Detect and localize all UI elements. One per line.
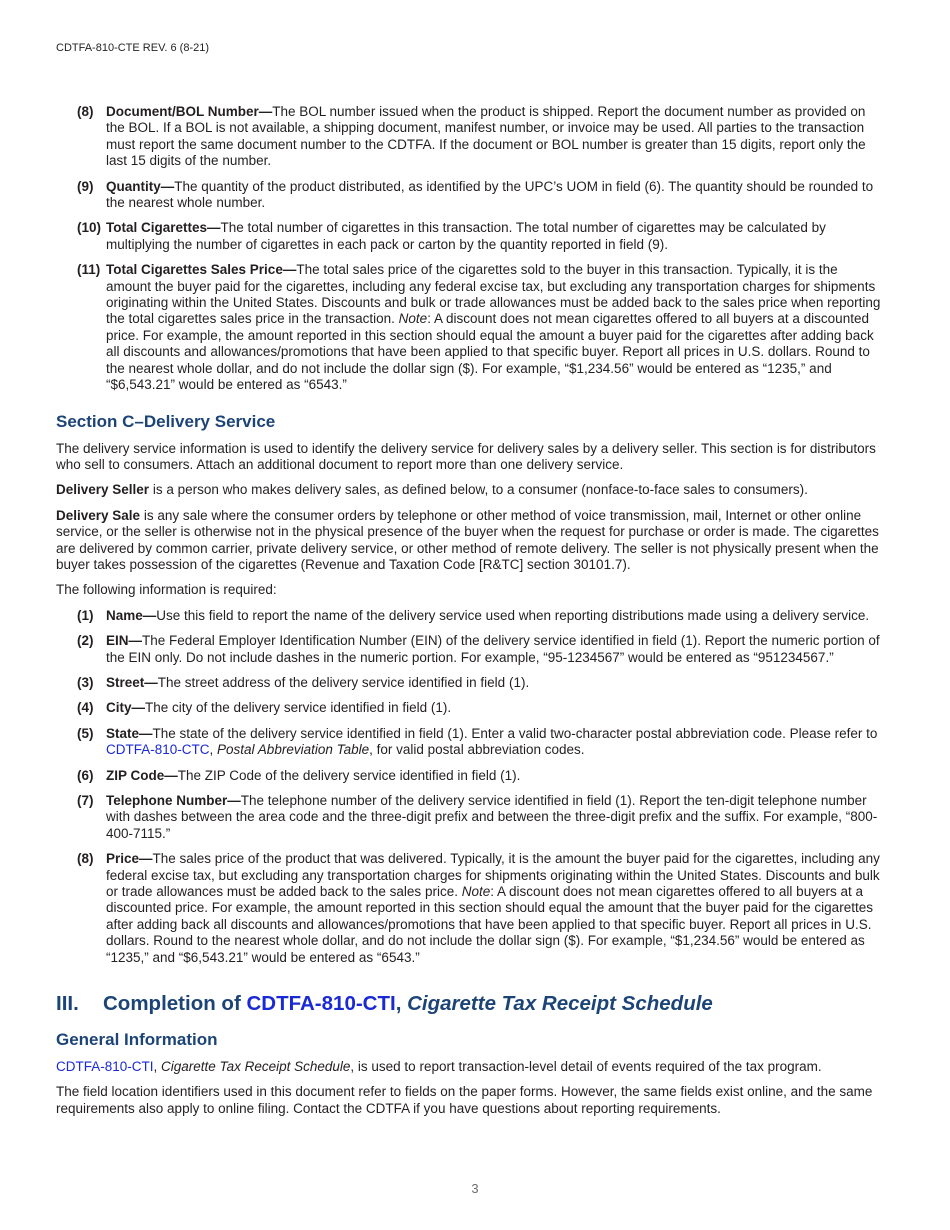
list-item	[56, 851, 882, 966]
item-number: (6)	[77, 767, 94, 783]
item-number: (5)	[77, 725, 94, 741]
item-number: (3)	[77, 674, 94, 690]
item-term: Total Cigarettes—	[106, 220, 221, 236]
title-italic: Cigarette Tax Receipt Schedule	[407, 992, 713, 1016]
item-text: The sales price of the product that was delivered. Typically, it is the amount the buyer paid for the cigarettes, including any federal excise tax, but excluding any transportation charges for shipments originating within the United States. Discounts and bulk or trade allowances must be added back to the sales price.	[106, 851, 880, 900]
item-text-sep: ,	[209, 742, 218, 758]
list-item	[56, 726, 882, 759]
item-number: (4)	[77, 700, 94, 716]
item-number: (11)	[77, 262, 101, 278]
section-roman-numeral: III.	[56, 992, 79, 1016]
section-c-intro: The delivery service information is used to identify the delivery service for delivery sales by a delivery seller. This section is for distributors who sell to consumers. Attach an additional document to report more than one delivery service.	[56, 440, 876, 472]
title-separator: ,	[395, 992, 408, 1016]
item-number: (10)	[77, 220, 102, 236]
item-text-continued: : A discount does not mean cigarettes offered to all buyers at a discounted price. For example, the amount reported in this section should equal the amount that the buyer paid for the cigarettes after adding back all discounts and allowances/promotions that have been applied to that specific buyer. Report all prices in U.S. dollars. Round to the nearest whole dollar, and do not include the dollar sign ($). For example, “$1,234.56” would be entered as “1235,” and “$6,543.21” would be entered as “6543.”	[106, 884, 873, 965]
cdtfa-810-cti-title-link[interactable]: CDTFA-810-CTI	[246, 992, 396, 1016]
general-information-heading: General Information	[56, 1030, 218, 1050]
item-text: The state of the delivery service identified in field (1). Enter a valid two-character postal abbreviation code. Please refer to	[152, 725, 878, 741]
definition-text: is any sale where the consumer orders by telephone or other method of voice transmission, mail, Internet or other online service, or the seller is otherwise not in the physical presence of the buyer when the request for purchase or order is made. The cigarettes are delivered by common carrier, private delivery service, or other method of remote delivery. The seller is not physically present when the buyer takes possession of the cigarettes (Revenue and Taxation Code [R&TC] section 30101.7).	[56, 507, 879, 572]
page-number: 3	[471, 1181, 479, 1196]
title-prefix: Completion of	[103, 992, 247, 1016]
item-term: EIN—	[106, 633, 143, 649]
definition-term: Delivery Sale	[56, 507, 141, 523]
item-text: The city of the delivery service identified in field (1).	[145, 700, 452, 716]
note-label: Note	[398, 311, 428, 327]
form-revision-id: CDTFA-810-CTE REV. 6 (8-21)	[56, 42, 210, 54]
item-term: Quantity—	[106, 178, 175, 194]
list-item	[56, 768, 882, 784]
list-item	[56, 179, 882, 212]
item-number: (7)	[77, 793, 94, 808]
item-term: ZIP Code—	[106, 767, 178, 783]
list-item	[56, 262, 882, 393]
item-number: (8)	[77, 104, 94, 119]
item-number: (8)	[77, 851, 94, 867]
item-text-continued: : A discount does not mean cigarettes offered to all buyers at a discounted price. For example, the amount reported in this section should equal the amount a buyer paid for the cigarettes after adding back all discounts and allowances/promotions that have been applied to that specific buyer. Report all prices in U.S. dollars. Round to the nearest whole dollar, and do not include the dollar sign ($). For example, “$1,234.56” would be entered as “1235,” and “$6,543.21” would be entered as “6543.”	[106, 311, 874, 393]
general-info-paragraph	[56, 1059, 882, 1075]
gen-text: , is used to report transaction-level detail of events required of the tax program.	[350, 1059, 822, 1075]
item-term: Telephone Number—	[106, 793, 241, 808]
cdtfa-810-cti-link[interactable]: CDTFA-810-CTI	[56, 1059, 154, 1075]
item-text: The telephone number of the delivery service identified in field (1). Report the ten-digit telephone number with dashes between the area code and the three-digit prefix and between the three-digit prefix and the suffix. For example, “800-400-7115.”	[106, 793, 878, 841]
list-item	[56, 220, 882, 253]
list-item	[56, 675, 882, 691]
form-title-italic: Postal Abbreviation Table	[217, 742, 370, 758]
item-term: Street—	[106, 674, 158, 690]
form-title-italic: Cigarette Tax Receipt Schedule	[161, 1059, 351, 1075]
list-item	[56, 608, 882, 624]
item-text: The BOL number issued when the product is shipped. Report the document number as provided on the BOL. If a BOL is not available, a shipping document, manifest number, or invoice may be used. All parties to the transaction must report the same document number to the CDTFA. If the document or BOL number is greater than 15 digits, report only the last 15 digits of the number.	[106, 104, 866, 169]
item-text-continued: , for valid postal abbreviation codes.	[369, 742, 585, 758]
item-term: Total Cigarettes Sales Price—	[106, 262, 297, 278]
list-item	[56, 700, 882, 716]
list-item	[56, 104, 882, 170]
item-number: (2)	[77, 633, 94, 649]
item-term: Name—	[106, 607, 157, 623]
definition-term: Delivery Seller	[56, 482, 150, 498]
item-number: (1)	[77, 607, 94, 623]
field-location-paragraph: The field location identifiers used in this document refer to fields on the paper forms. However, the same fields exist online, and the same requirements also apply to online filing. Contact the CDTFA if you have questions about reporting requirements.	[56, 1084, 873, 1116]
delivery-seller-definition	[56, 482, 882, 498]
section-iii-heading	[56, 992, 882, 1016]
item-text: The quantity of the product distributed, as identified by the UPC’s UOM in field (6). The quantity should be rounded to the nearest whole number.	[106, 178, 874, 211]
cdtfa-810-ctc-link[interactable]: CDTFA-810-CTC	[106, 742, 210, 758]
required-info-label: The following information is required:	[56, 582, 277, 598]
section-c-heading: Section C–Delivery Service	[56, 411, 276, 431]
item-text: The street address of the delivery service identified in field (1).	[157, 674, 530, 690]
item-term: Document/BOL Number—	[106, 104, 273, 119]
item-number: (9)	[77, 178, 94, 194]
section-b-field-list	[56, 104, 882, 394]
item-text: Use this field to report the name of the delivery service used when reporting distributions made using a delivery service.	[156, 607, 870, 623]
list-item	[56, 793, 882, 842]
list-item	[56, 633, 882, 666]
item-text: The total sales price of the cigarettes sold to the buyer in this transaction. Typically, it is the amount the buyer paid for the cigarettes, including any federal excise tax, but excluding any transportation charges for shipments originating within the United States. Discounts and bulk or trade allowances must be added back to the sales price when reporting the total cigarettes sales price in the transaction.	[106, 262, 881, 327]
delivery-sale-definition	[56, 508, 882, 574]
item-term: State—	[106, 725, 153, 741]
gen-separator: ,	[153, 1059, 162, 1075]
item-term: City—	[106, 700, 146, 716]
item-text: The total number of cigarettes in this transaction. The total number of cigarettes may be calculated by multiplying the number of cigarettes in each pack or carton by the quantity reported in field (9).	[106, 220, 826, 252]
note-label: Note	[461, 884, 491, 900]
item-text: The Federal Employer Identification Number (EIN) of the delivery service identified in field (1). Report the numeric portion of the EIN only. Do not include dashes in the numeric portion. For example, “95-1234567” would be entered as “951234567.”	[106, 633, 880, 665]
item-text: The ZIP Code of the delivery service identified in field (1).	[177, 767, 521, 783]
section-c-field-list	[56, 608, 882, 966]
definition-text: is a person who makes delivery sales, as defined below, to a consumer (nonface-to-face sales to consumers).	[149, 482, 808, 498]
item-term: Price—	[106, 851, 153, 867]
page-content	[56, 104, 882, 1126]
